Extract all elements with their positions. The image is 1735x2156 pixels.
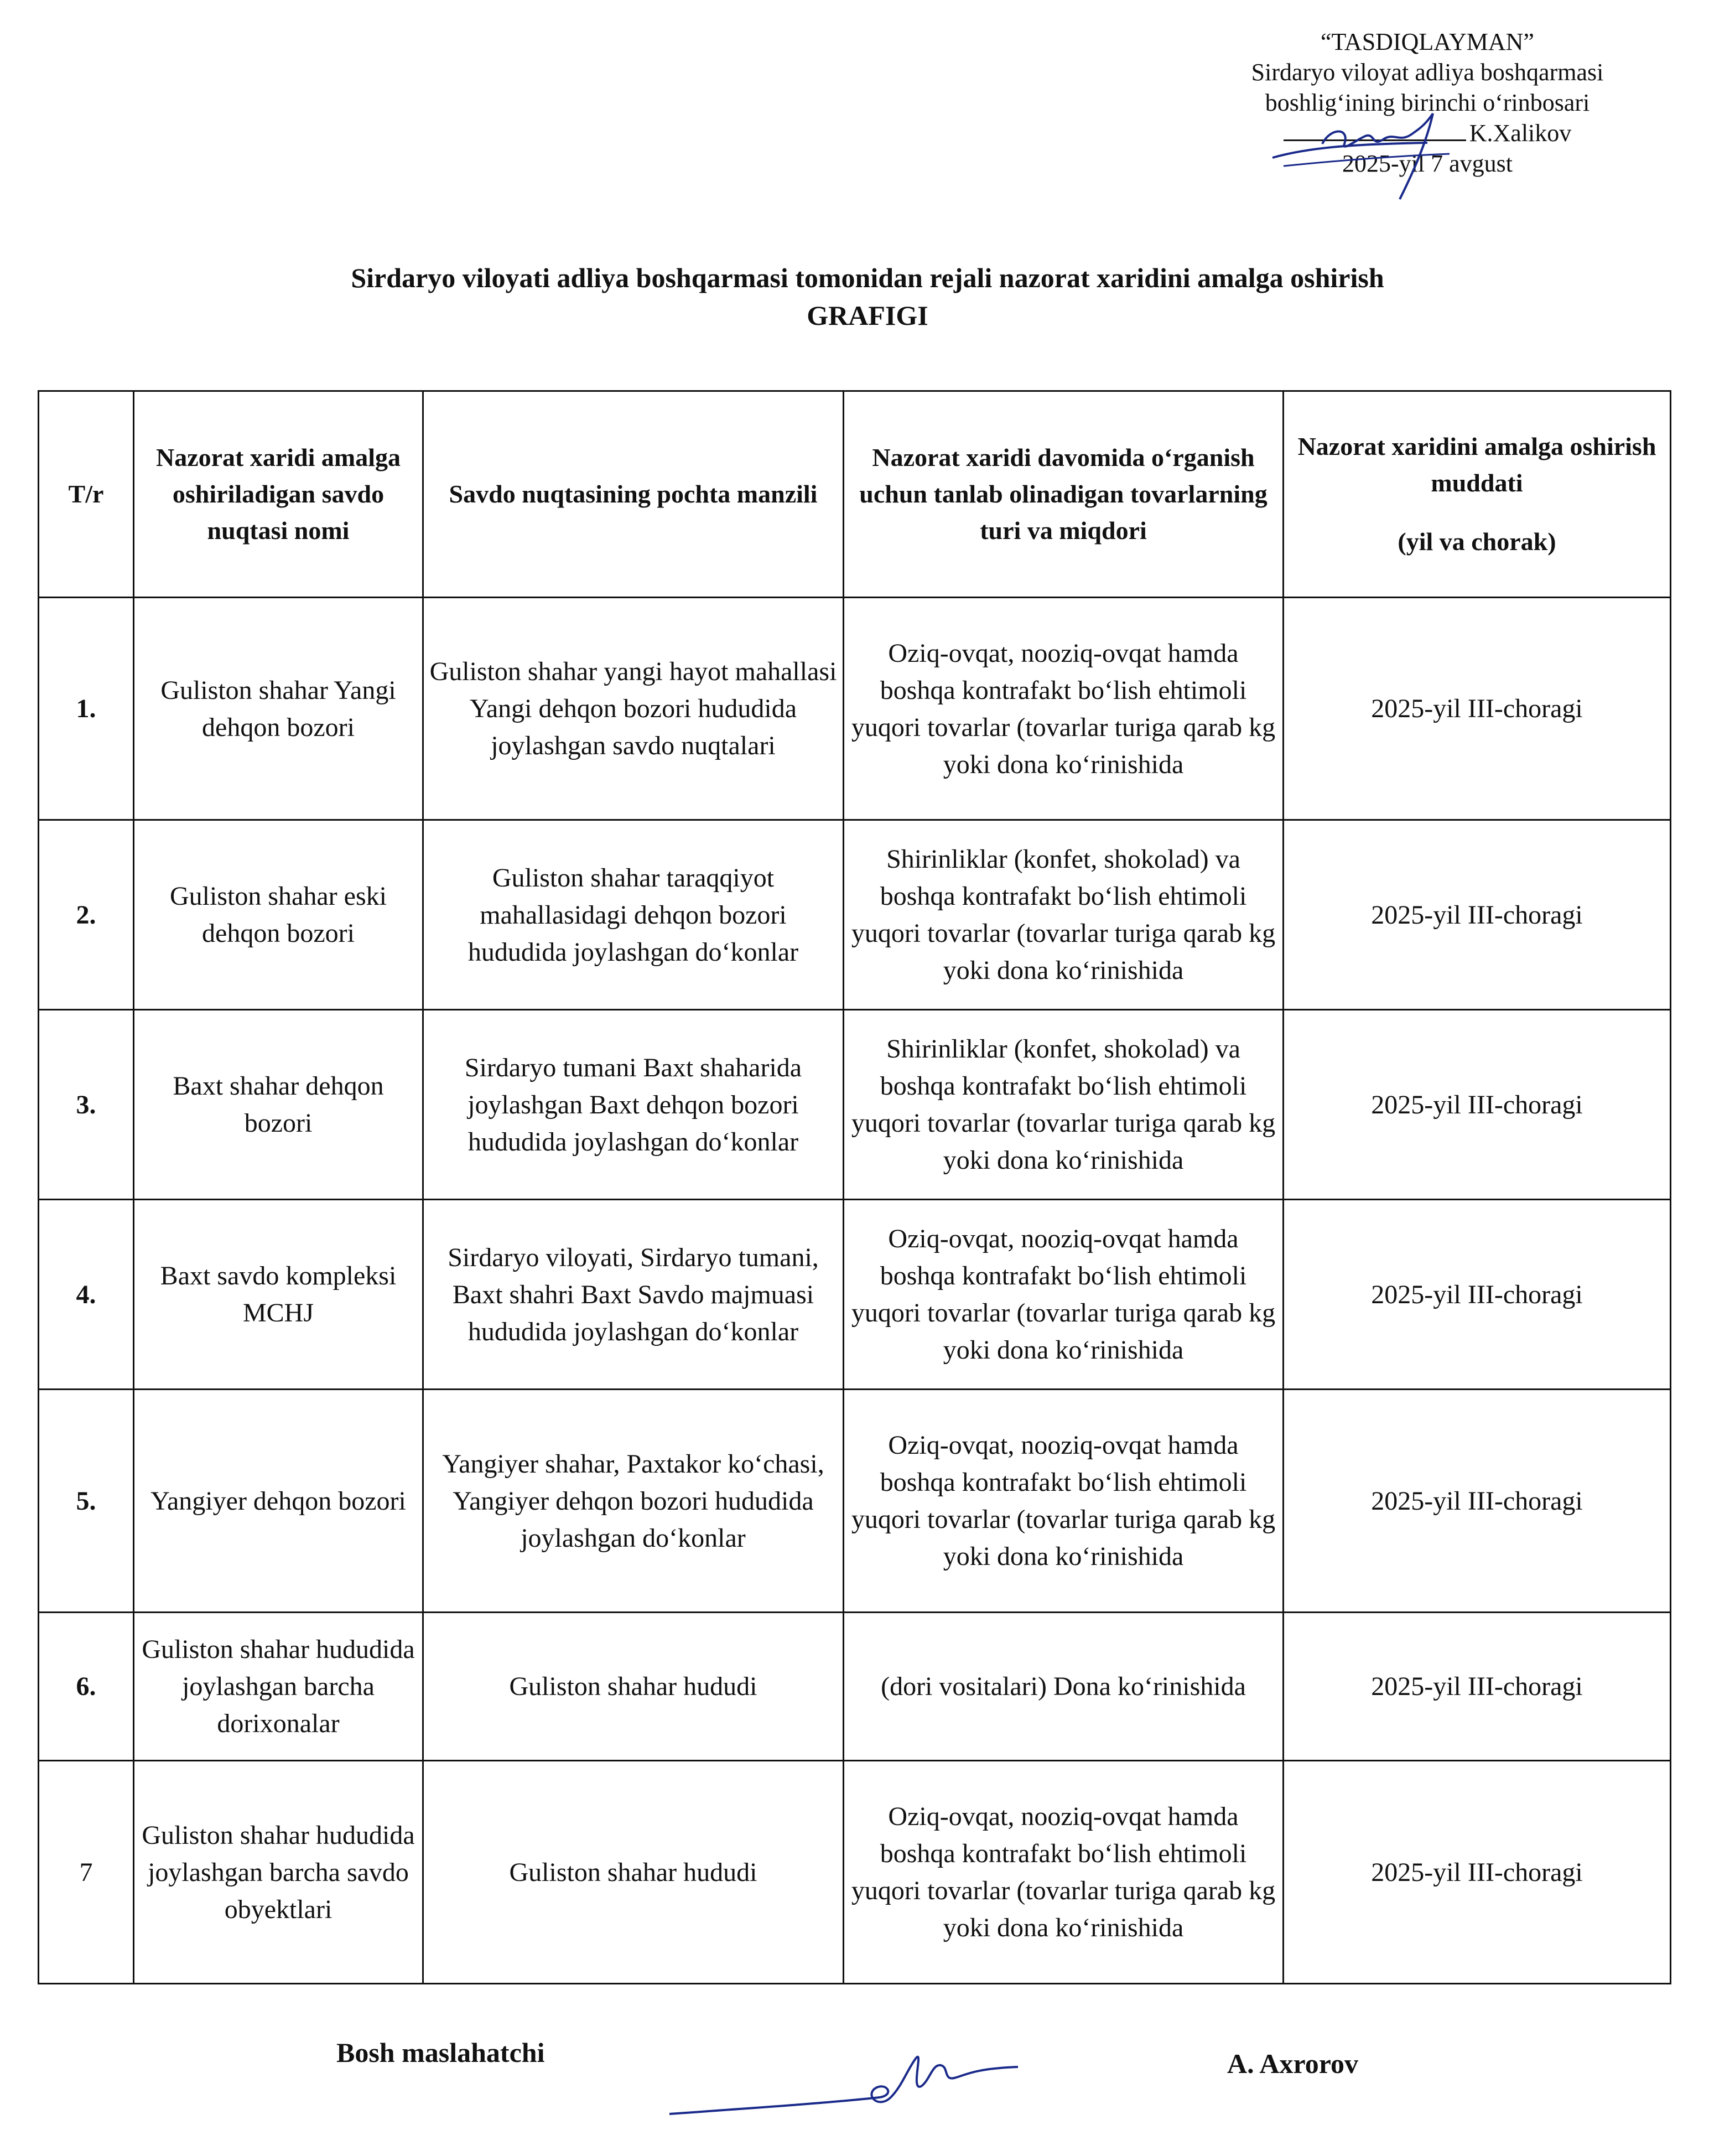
header-name: Nazorat xaridi amalga oshiriladigan savdo nuqtasi nomi — [134, 391, 423, 598]
cell-period: 2025-yil III-choragi — [1284, 598, 1671, 820]
cell-period: 2025-yil III-choragi — [1284, 1200, 1671, 1390]
table-row — [39, 1010, 1671, 1200]
cell-num: 2. — [39, 820, 134, 1010]
cell-name: Yangiyer dehqon bozori — [134, 1390, 423, 1613]
table-row — [39, 1200, 1671, 1390]
cell-address: Guliston shahar hududi — [423, 1613, 844, 1761]
cell-name: Guliston shahar Yangi dehqon bozori — [134, 598, 423, 820]
document-title-line-1: Sirdaryo viloyati adliya boshqarmasi tomonidan rejali nazorat xaridini amalga oshirish — [351, 262, 1384, 293]
cell-name: Guliston shahar hududida joylashgan barcha savdo obyektlari — [134, 1761, 423, 1984]
header-num: T/r — [39, 391, 134, 598]
header-period-main: Nazorat xaridini amalga oshirish muddati — [1297, 432, 1656, 497]
cell-goods: (dori vositalari) Dona ko‘rinishida — [844, 1613, 1284, 1761]
cell-address: Sirdaryo tumani Baxt shaharida joylashgan Baxt dehqon bozori hududida joylashgan do‘konlar — [423, 1010, 844, 1200]
cell-num: 4. — [39, 1200, 134, 1390]
cell-num: 6. — [39, 1613, 134, 1761]
cell-goods: Oziq-ovqat, nooziq-ovqat hamda boshqa kontrafakt bo‘lish ehtimoli yuqori tovarlar (tovarlar turiga qarab kg yoki dona ko‘rinishida — [844, 598, 1284, 820]
approval-signature-icon — [1261, 105, 1472, 205]
approval-date: 2025-yil 7 avgust — [1342, 150, 1513, 177]
cell-goods: Shirinliklar (konfet, shokolad) va boshqa kontrafakt bo‘lish ehtimoli yuqori tovarlar (tovarlar turiga qarab kg yoki dona ko‘rinishida — [844, 1010, 1284, 1200]
cell-name: Baxt savdo kompleksi MCHJ — [134, 1200, 423, 1390]
footer-role: Bosh maslahatchi — [336, 2037, 545, 2068]
table-row — [39, 1390, 1671, 1613]
cell-goods: Oziq-ovqat, nooziq-ovqat hamda boshqa kontrafakt bo‘lish ehtimoli yuqori tovarlar (tovarlar turiga qarab kg yoki dona ko‘rinishida — [844, 1761, 1284, 1984]
table-header-row — [39, 391, 1671, 598]
table-row — [39, 820, 1671, 1010]
header-goods: Nazorat xaridi davomida o‘rganish uchun tanlab olinadigan tovarlarning turi va miqdori — [844, 391, 1284, 598]
table-row — [39, 1613, 1671, 1761]
cell-address: Sirdaryo viloyati, Sirdaryo tumani, Baxt shahri Baxt Savdo majmuasi hududida joylashgan do‘konlar — [423, 1200, 844, 1390]
cell-address: Guliston shahar hududi — [423, 1761, 844, 1984]
approval-signer: K.Xalikov — [1469, 120, 1572, 147]
header-address: Savdo nuqtasining pochta manzili — [423, 391, 844, 598]
table-row — [39, 1761, 1671, 1984]
cell-num: 3. — [39, 1010, 134, 1200]
cell-period: 2025-yil III-choragi — [1284, 1010, 1671, 1200]
cell-period: 2025-yil III-choragi — [1284, 1613, 1671, 1761]
cell-period: 2025-yil III-choragi — [1284, 820, 1671, 1010]
cell-address: Guliston shahar taraqqiyot mahallasidagi dehqon bozori hududida joylashgan do‘konlar — [423, 820, 844, 1010]
schedule-table — [38, 390, 1671, 1984]
cell-num: 5. — [39, 1390, 134, 1613]
document-title — [0, 259, 1735, 334]
header-period — [1284, 391, 1671, 598]
cell-num: 1. — [39, 598, 134, 820]
approval-heading: “TASDIQLAYMAN” — [1321, 28, 1534, 55]
cell-num: 7 — [39, 1761, 134, 1984]
footer-name: A. Axrorov — [1227, 2048, 1359, 2079]
cell-period: 2025-yil III-choragi — [1284, 1390, 1671, 1613]
document-title-line-2: GRAFIGI — [807, 300, 928, 331]
cell-goods: Oziq-ovqat, nooziq-ovqat hamda boshqa kontrafakt bo‘lish ehtimoli yuqori tovarlar (tovarlar turiga qarab kg yoki dona ko‘rinishida — [844, 1200, 1284, 1390]
header-period-sub: (yil va chorak) — [1398, 527, 1556, 556]
cell-address: Yangiyer shahar, Paxtakor ko‘chasi, Yangiyer dehqon bozori hududida joylashgan do‘konlar — [423, 1390, 844, 1613]
cell-name: Baxt shahar dehqon bozori — [134, 1010, 423, 1200]
table-row — [39, 598, 1671, 820]
cell-name: Guliston shahar hududida joylashgan barcha dorixonalar — [134, 1613, 423, 1761]
approval-line-2: boshlig‘ining birinchi o‘rinbosari — [1265, 89, 1590, 116]
approval-line-1: Sirdaryo viloyat adliya boshqarmasi — [1251, 59, 1604, 86]
footer-signature-icon — [664, 2025, 1051, 2136]
cell-goods: Shirinliklar (konfet, shokolad) va boshqa kontrafakt bo‘lish ehtimoli yuqori tovarlar (tovarlar turiga qarab kg yoki dona ko‘rinishida — [844, 820, 1284, 1010]
cell-period: 2025-yil III-choragi — [1284, 1761, 1671, 1984]
cell-name: Guliston shahar eski dehqon bozori — [134, 820, 423, 1010]
cell-address: Guliston shahar yangi hayot mahallasi Yangi dehqon bozori hududida joylashgan savdo nuqtalari — [423, 598, 844, 820]
cell-goods: Oziq-ovqat, nooziq-ovqat hamda boshqa kontrafakt bo‘lish ehtimoli yuqori tovarlar (tovarlar turiga qarab kg yoki dona ko‘rinishida — [844, 1390, 1284, 1613]
